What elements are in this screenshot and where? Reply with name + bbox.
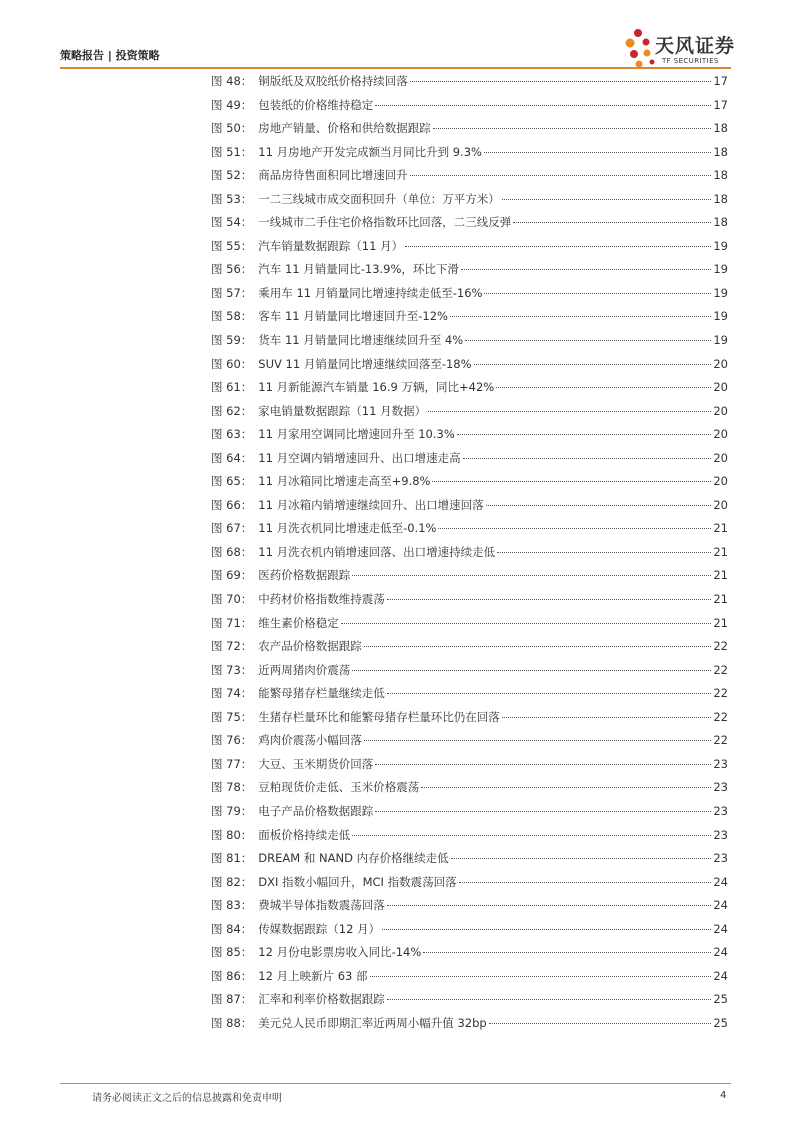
toc-figure-number: 图 85： [211, 945, 253, 960]
toc-entry[interactable] [211, 238, 728, 262]
toc-entry[interactable] [211, 685, 728, 709]
toc-entry[interactable] [211, 991, 728, 1015]
toc-entry[interactable] [211, 261, 728, 285]
toc-figure-title: 能繁母猪存栏量继续走低 [258, 686, 385, 701]
toc-page-number: 20 [713, 474, 728, 489]
toc-entry[interactable] [211, 473, 728, 497]
toc-figure-title: 美元兑人民币即期汇率近两周小幅升值 32bp [258, 1015, 487, 1030]
toc-page-number: 20 [713, 356, 728, 371]
toc-page-number: 23 [713, 827, 728, 842]
toc-leader-dots [423, 952, 711, 953]
toc-entry[interactable] [211, 332, 728, 356]
toc-leader-dots [463, 458, 712, 459]
toc-leader-dots [438, 528, 711, 529]
toc-entry[interactable] [211, 97, 728, 121]
toc-page-number: 18 [713, 191, 728, 206]
toc-entry[interactable] [211, 779, 728, 803]
toc-figure-number: 图 72： [211, 639, 253, 654]
toc-leader-dots [484, 152, 711, 153]
toc-entry[interactable] [211, 450, 728, 474]
toc-leader-dots [352, 670, 711, 671]
toc-entry[interactable] [211, 827, 728, 851]
toc-figure-title: 中药材价格指数维持震荡 [258, 592, 385, 607]
disclaimer-note: 请务必阅读正文之后的信息披露和免责申明 [92, 1093, 282, 1104]
toc-figure-number: 图 76： [211, 733, 253, 748]
toc-leader-dots [364, 740, 712, 741]
toc-page-number: 23 [713, 756, 728, 771]
toc-entry[interactable] [211, 120, 728, 144]
toc-page-number: 17 [713, 97, 728, 112]
toc-leader-dots [461, 269, 711, 270]
toc-leader-dots [410, 81, 712, 82]
toc-figure-title: 农产品价格数据跟踪 [258, 639, 362, 654]
toc-entry[interactable] [211, 756, 728, 780]
toc-figure-title: 客车 11 月销量同比增速回升至-12% [258, 309, 448, 324]
toc-entry[interactable] [211, 308, 728, 332]
toc-figure-title: 一二三线城市成交面积回升（单位：万平方米） [258, 191, 500, 206]
toc-leader-dots [433, 128, 712, 129]
toc-page-number: 18 [713, 168, 728, 183]
toc-leader-dots [405, 246, 711, 247]
toc-leader-dots [387, 999, 712, 1000]
toc-leader-dots [387, 905, 712, 906]
toc-page-number: 18 [713, 121, 728, 136]
page-number: 4 [720, 1090, 727, 1101]
toc-figure-title: 包装纸的价格维持稳定 [258, 97, 374, 112]
toc-figure-number: 图 50： [211, 121, 253, 136]
toc-page-number: 21 [713, 521, 728, 536]
toc-figure-title: 商品房待售面积同比增速回升 [258, 168, 408, 183]
toc-entry[interactable] [211, 944, 728, 968]
toc-figure-number: 图 65： [211, 474, 253, 489]
toc-leader-dots [364, 646, 712, 647]
toc-figure-number: 图 61： [211, 380, 253, 395]
toc-entry[interactable] [211, 73, 728, 97]
toc-page-number: 25 [713, 992, 728, 1007]
toc-leader-dots [459, 882, 712, 883]
toc-entry[interactable] [211, 591, 728, 615]
toc-figure-number: 图 58： [211, 309, 253, 324]
toc-leader-dots [375, 764, 711, 765]
toc-entry[interactable] [211, 897, 728, 921]
toc-leader-dots [432, 481, 711, 482]
toc-figure-number: 图 87： [211, 992, 253, 1007]
toc-entry[interactable] [211, 544, 728, 568]
toc-page-number: 24 [713, 968, 728, 983]
toc-leader-dots [352, 575, 711, 576]
toc-figure-number: 图 68： [211, 544, 253, 559]
toc-figure-title: 11 月洗衣机内销增速回落、出口增速持续走低 [258, 544, 496, 559]
toc-figure-number: 图 62： [211, 403, 253, 418]
toc-entry[interactable] [211, 426, 728, 450]
toc-page-number: 23 [713, 780, 728, 795]
toc-page-number: 19 [713, 238, 728, 253]
toc-figure-number: 图 74： [211, 686, 253, 701]
toc-leader-dots [387, 693, 712, 694]
toc-page-number: 23 [713, 803, 728, 818]
toc-figure-title: 11 月空调内销增速回升、出口增速走高 [258, 450, 461, 465]
toc-figure-number: 图 54： [211, 215, 253, 230]
toc-figure-title: 家电销量数据跟踪（11 月数据） [258, 403, 427, 418]
toc-leader-dots [502, 199, 712, 200]
toc-figure-title: 费城半导体指数震荡回落 [258, 898, 385, 913]
toc-figure-number: 图 67： [211, 521, 253, 536]
toc-leader-dots [465, 340, 711, 341]
toc-figure-title: 11 月房地产开发完成额当月同比升到 9.3% [258, 144, 482, 159]
toc-entry[interactable] [211, 214, 728, 238]
toc-figure-title: 汽车 11 月销量同比-13.9%，环比下滑 [258, 262, 459, 277]
toc-figure-title: 11 月冰箱同比增速走高至+9.8% [258, 474, 431, 489]
toc-leader-dots [375, 105, 711, 106]
toc-figure-number: 图 86： [211, 968, 253, 983]
toc-page-number: 24 [713, 874, 728, 889]
toc-figure-title: 近两周猪肉价震荡 [258, 662, 351, 677]
toc-page-number: 24 [713, 921, 728, 936]
toc-figure-title: 医药价格数据跟踪 [258, 568, 351, 583]
toc-figure-title: 一线城市二手住宅价格指数环比回落，二三线反弹 [258, 215, 512, 230]
toc-figure-number: 图 77： [211, 756, 253, 771]
toc-entry[interactable] [211, 662, 728, 686]
logo-text-en: TF SECURITIES [662, 57, 719, 65]
toc-figure-title: 豆粕现货价走低、玉米价格震荡 [258, 780, 420, 795]
toc-leader-dots [341, 623, 712, 624]
toc-figure-number: 图 78： [211, 780, 253, 795]
toc-entry[interactable] [211, 144, 728, 168]
toc-entry[interactable] [211, 1015, 728, 1039]
toc-page-number: 22 [713, 662, 728, 677]
toc-figure-title: 房地产销量、价格和供给数据跟踪 [258, 121, 431, 136]
toc-figure-number: 图 59： [211, 333, 253, 348]
toc-leader-dots [375, 811, 711, 812]
toc-figure-title: 电子产品价格数据跟踪 [258, 803, 374, 818]
toc-entry[interactable] [211, 497, 728, 521]
toc-figure-number: 图 79： [211, 803, 253, 818]
toc-figure-title: 11 月家用空调同比增速回升至 10.3% [258, 427, 455, 442]
toc-figure-title: 11 月新能源汽车销量 16.9 万辆，同比+42% [258, 380, 495, 395]
toc-entry[interactable] [211, 968, 728, 992]
header-divider [60, 67, 731, 69]
toc-figure-number: 图 70： [211, 592, 253, 607]
toc-leader-dots [428, 411, 711, 412]
toc-leader-dots [352, 835, 711, 836]
toc-entry[interactable] [211, 709, 728, 733]
toc-figure-number: 图 64： [211, 450, 253, 465]
toc-figure-number: 图 49： [211, 97, 253, 112]
toc-leader-dots [410, 175, 712, 176]
toc-figure-title: 生猪存栏量环比和能繁母猪存栏量环比仍在回落 [258, 709, 500, 724]
toc-figure-number: 图 53： [211, 191, 253, 206]
toc-entry[interactable] [211, 520, 728, 544]
toc-leader-dots [450, 316, 711, 317]
toc-figure-title: 铜版纸及双胶纸价格持续回落 [258, 74, 408, 88]
toc-entry[interactable] [211, 874, 728, 898]
toc-figure-number: 图 66： [211, 497, 253, 512]
toc-entry[interactable] [211, 638, 728, 662]
toc-figure-title: 汇率和利率价格数据跟踪 [258, 992, 385, 1007]
toc-figure-title: DREAM 和 NAND 内存价格继续走低 [258, 851, 449, 866]
toc-leader-dots [457, 434, 712, 435]
toc-page-number: 21 [713, 615, 728, 630]
toc-leader-dots [451, 858, 712, 859]
toc-page-number: 18 [713, 215, 728, 230]
toc-page-number: 24 [713, 898, 728, 913]
toc-figure-number: 图 80： [211, 827, 253, 842]
toc-figure-title: 面板价格持续走低 [258, 827, 351, 842]
toc-page-number: 21 [713, 568, 728, 583]
toc-entry[interactable] [211, 379, 728, 403]
toc-entry[interactable] [211, 167, 728, 191]
toc-figure-number: 图 69： [211, 568, 253, 583]
report-header-title: 策略报告 | 投资策略 [60, 49, 160, 62]
toc-entry[interactable] [211, 921, 728, 945]
toc-page-number: 24 [713, 945, 728, 960]
toc-leader-dots [513, 222, 711, 223]
toc-page-number: 23 [713, 851, 728, 866]
toc-page-number: 25 [713, 1015, 728, 1030]
toc-figure-number: 图 48： [211, 74, 253, 88]
toc-leader-dots [497, 552, 711, 553]
toc-figure-number: 图 52： [211, 168, 253, 183]
toc-page-number: 20 [713, 403, 728, 418]
toc-figure-title: 12 月上映新片 63 部 [258, 968, 368, 983]
toc-page-number: 19 [713, 309, 728, 324]
toc-page-number: 22 [713, 709, 728, 724]
toc-leader-dots [486, 505, 712, 506]
toc-figure-number: 图 84： [211, 921, 253, 936]
toc-page-number: 19 [713, 333, 728, 348]
toc-figure-number: 图 57： [211, 285, 253, 300]
toc-page-number: 22 [713, 639, 728, 654]
toc-figure-title: 11 月冰箱内销增速继续回升、出口增速回落 [258, 497, 484, 512]
toc-figure-title: 货车 11 月销量同比增速继续回升至 4% [258, 333, 464, 348]
toc-entry[interactable] [211, 285, 728, 309]
toc-page-number: 21 [713, 544, 728, 559]
toc-figure-title: 乘用车 11 月销量同比增速持续走低至-16% [258, 285, 483, 300]
toc-figure-title: 传媒数据跟踪（12 月） [258, 921, 381, 936]
toc-entry[interactable] [211, 732, 728, 756]
toc-figure-number: 图 81： [211, 851, 253, 866]
toc-page-number: 20 [713, 380, 728, 395]
toc-figure-title: 12 月份电影票房收入同比-14% [258, 945, 422, 960]
toc-page-number: 18 [713, 144, 728, 159]
toc-entry[interactable] [211, 356, 728, 380]
toc-page-number: 19 [713, 285, 728, 300]
toc-figure-title: 11 月洗衣机同比增速走低至-0.1% [258, 521, 437, 536]
toc-figure-number: 图 83： [211, 898, 253, 913]
toc-figure-title: DXI 指数小幅回升，MCI 指数震荡回落 [258, 874, 457, 889]
toc-figure-number: 图 55： [211, 238, 253, 253]
toc-figure-title: 汽车销量数据跟踪（11 月） [258, 238, 404, 253]
toc-entry[interactable] [211, 403, 728, 427]
toc-figure-number: 图 82： [211, 874, 253, 889]
toc-entry[interactable] [211, 803, 728, 827]
toc-figure-number: 图 56： [211, 262, 253, 277]
footer-divider [60, 1083, 731, 1084]
toc-leader-dots [421, 787, 711, 788]
toc-figure-number: 图 51： [211, 144, 253, 159]
toc-page-number: 19 [713, 262, 728, 277]
toc-page-number: 22 [713, 733, 728, 748]
toc-leader-dots [387, 599, 712, 600]
toc-leader-dots [484, 293, 711, 294]
toc-page-number: 17 [713, 74, 728, 88]
toc-entry[interactable] [211, 615, 728, 639]
toc-figure-title: 大豆、玉米期货价回落 [258, 756, 374, 771]
toc-page-number: 20 [713, 497, 728, 512]
toc-figure-number: 图 75： [211, 709, 253, 724]
toc-figure-number: 图 60： [211, 356, 253, 371]
toc-entry[interactable] [211, 850, 728, 874]
logo-text-cn: 天风证券 [655, 35, 736, 57]
toc-figure-title: 维生素价格稳定 [258, 615, 339, 630]
toc-figure-number: 图 88： [211, 1015, 253, 1030]
toc-figure-number: 图 71： [211, 615, 253, 630]
toc-entry[interactable] [211, 567, 728, 591]
figure-list [211, 73, 728, 1038]
toc-figure-title: SUV 11 月销量同比增速继续回落至-18% [258, 356, 472, 371]
toc-figure-number: 图 63： [211, 427, 253, 442]
toc-page-number: 20 [713, 450, 728, 465]
toc-entry[interactable] [211, 191, 728, 215]
toc-leader-dots [370, 976, 712, 977]
toc-figure-title: 鸡肉价震荡小幅回落 [258, 733, 362, 748]
toc-leader-dots [502, 717, 712, 718]
toc-leader-dots [382, 929, 711, 930]
toc-page-number: 22 [713, 686, 728, 701]
toc-page-number: 21 [713, 592, 728, 607]
toc-figure-number: 图 73： [211, 662, 253, 677]
toc-leader-dots [474, 364, 712, 365]
toc-page-number: 20 [713, 427, 728, 442]
toc-leader-dots [496, 387, 711, 388]
toc-leader-dots [489, 1023, 712, 1024]
